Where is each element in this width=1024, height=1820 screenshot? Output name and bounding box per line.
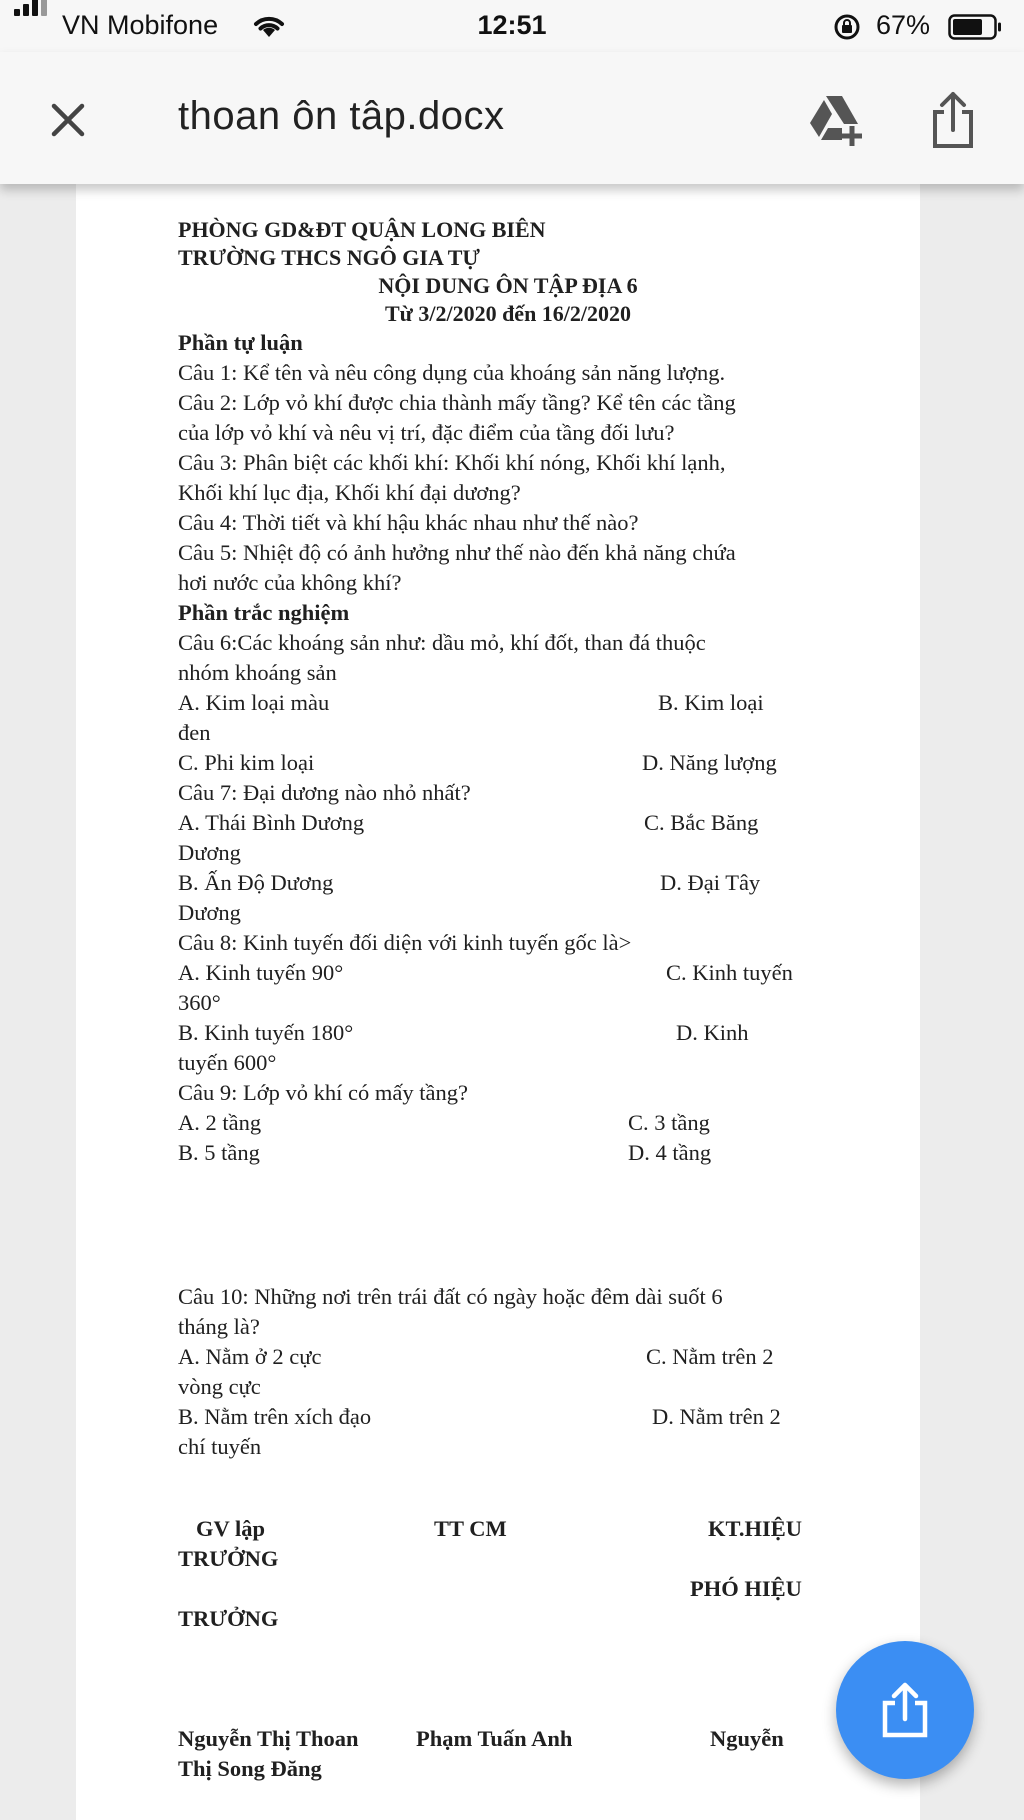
share-icon — [879, 1681, 931, 1739]
battery-percent: 67% — [876, 10, 931, 40]
document-content — [178, 216, 838, 1784]
drive-add-icon[interactable] — [806, 92, 864, 148]
signature-name-tt: Phạm Tuấn Anh — [416, 1726, 573, 1751]
close-icon[interactable] — [40, 92, 96, 148]
q7-option-a: A. Thái Bình Dương — [178, 810, 365, 835]
document-toolbar — [0, 52, 1024, 184]
document-title: thoan ôn tâp.docx — [178, 94, 505, 138]
date-range: Từ 3/2/2020 đến 16/2/2020 — [384, 301, 632, 326]
status-bar — [0, 0, 1024, 52]
rotation-lock-icon — [833, 13, 861, 41]
question-9: Câu 9: Lớp vỏ khí có mấy tầng? — [178, 1080, 468, 1105]
signature-teacher-label: GV lập — [196, 1516, 265, 1541]
q9-option-c: C. 3 tầng — [628, 1110, 710, 1135]
q8-option-b: B. Kinh tuyến 180° — [178, 1020, 354, 1045]
floating-share-button[interactable] — [836, 1641, 974, 1779]
q9-option-b: B. 5 tầng — [178, 1140, 260, 1165]
q10-option-c-wrap: vòng cực — [178, 1374, 261, 1399]
q6-option-b-wrap: đen — [178, 720, 211, 745]
signature-truong-label: TRƯỞNG — [178, 1546, 279, 1571]
q6-option-b: B. Kim loại — [658, 690, 764, 715]
q7-option-c-wrap: Dương — [178, 840, 241, 865]
share-icon[interactable] — [928, 90, 978, 150]
essay-line: Câu 4: Thời tiết và khí hậu khác nhau như thế nào? — [178, 510, 639, 535]
signature-truong-label-2: TRƯỞNG — [178, 1606, 279, 1631]
school-name: TRƯỜNG THCS NGÔ GIA TỰ — [178, 245, 480, 270]
carrier-name: VN Mobifone — [62, 10, 219, 40]
essay-line: Câu 2: Lớp vỏ khí được chia thành mấy tầng? Kể tên các tầng — [178, 390, 736, 415]
essay-line: Câu 3: Phân biệt các khối khí: Khối khí nóng, Khối khí lạnh, — [178, 450, 726, 475]
question-8: Câu 8: Kinh tuyến đối diện với kinh tuyến gốc là> — [178, 930, 632, 955]
signature-name-principal: Nguyễn — [710, 1726, 784, 1751]
signature-tt-label: TT CM — [434, 1516, 507, 1541]
department-name: PHÒNG GD&ĐT QUẬN LONG BIÊN — [178, 217, 546, 242]
question-10: Câu 10: Những nơi trên trái đất có ngày hoặc đêm dài suốt 6 — [178, 1284, 723, 1309]
signature-name-principal-wrap: Thị Song Đăng — [178, 1756, 322, 1781]
document-page — [76, 184, 920, 1820]
q7-option-b: B. Ấn Độ Dương — [178, 870, 334, 895]
q10-option-c: C. Nằm trên 2 — [646, 1344, 774, 1369]
essay-section-heading: Phần tự luận — [178, 330, 303, 355]
q8-option-d-wrap: tuyến 600° — [178, 1050, 277, 1075]
signature-vice-principal-label: PHÓ HIỆU — [690, 1576, 802, 1601]
signature-principal-label: KT.HIỆU — [708, 1516, 802, 1541]
q7-option-c: C. Bắc Băng — [644, 810, 759, 835]
question-10-cont: tháng là? — [178, 1314, 260, 1339]
q10-option-a: A. Nằm ở 2 cực — [178, 1344, 322, 1369]
essay-line: Khối khí lục địa, Khối khí đại dương? — [178, 480, 521, 505]
clock: 12:51 — [477, 10, 547, 40]
q10-option-b: B. Nằm trên xích đạo — [178, 1404, 372, 1429]
essay-line: của lớp vỏ khí và nêu vị trí, đặc điểm của tầng đối lưu? — [178, 420, 675, 445]
q9-option-a: A. 2 tầng — [178, 1110, 262, 1135]
essay-line: Câu 5: Nhiệt độ có ảnh hưởng như thế nào đến khả năng chứa — [178, 540, 736, 565]
q6-option-d: D. Năng lượng — [642, 750, 777, 775]
question-6-cont: nhóm khoáng sản — [178, 660, 337, 685]
question-6: Câu 6:Các khoáng sản như: dầu mỏ, khí đốt, than đá thuộc — [178, 630, 706, 655]
essay-line: hơi nước của không khí? — [178, 570, 402, 595]
document-heading: NỘI DUNG ÔN TẬP ĐỊA 6 — [378, 273, 638, 298]
battery-icon — [948, 14, 1002, 40]
q8-option-a: A. Kinh tuyến 90° — [178, 960, 344, 985]
q6-option-a: A. Kim loại màu — [178, 690, 330, 715]
q10-option-d: D. Nằm trên 2 — [652, 1404, 781, 1429]
essay-line: Câu 1: Kể tên và nêu công dụng của khoáng sản năng lượng. — [178, 360, 726, 385]
q9-option-d: D. 4 tầng — [628, 1140, 712, 1165]
question-7: Câu 7: Đại dương nào nhỏ nhất? — [178, 780, 471, 805]
q6-option-c: C. Phi kim loại — [178, 750, 315, 775]
q8-option-d: D. Kinh — [676, 1020, 749, 1045]
mcq-section-heading: Phần trắc nghiệm — [178, 600, 350, 625]
q8-option-c: C. Kinh tuyến — [666, 960, 793, 985]
signature-name-teacher: Nguyễn Thị Thoan — [178, 1726, 359, 1751]
q10-option-d-wrap: chí tuyến — [178, 1434, 262, 1459]
q8-option-c-wrap: 360° — [178, 990, 221, 1015]
q7-option-d: D. Đại Tây — [660, 870, 761, 895]
q7-option-d-wrap: Dương — [178, 900, 241, 925]
